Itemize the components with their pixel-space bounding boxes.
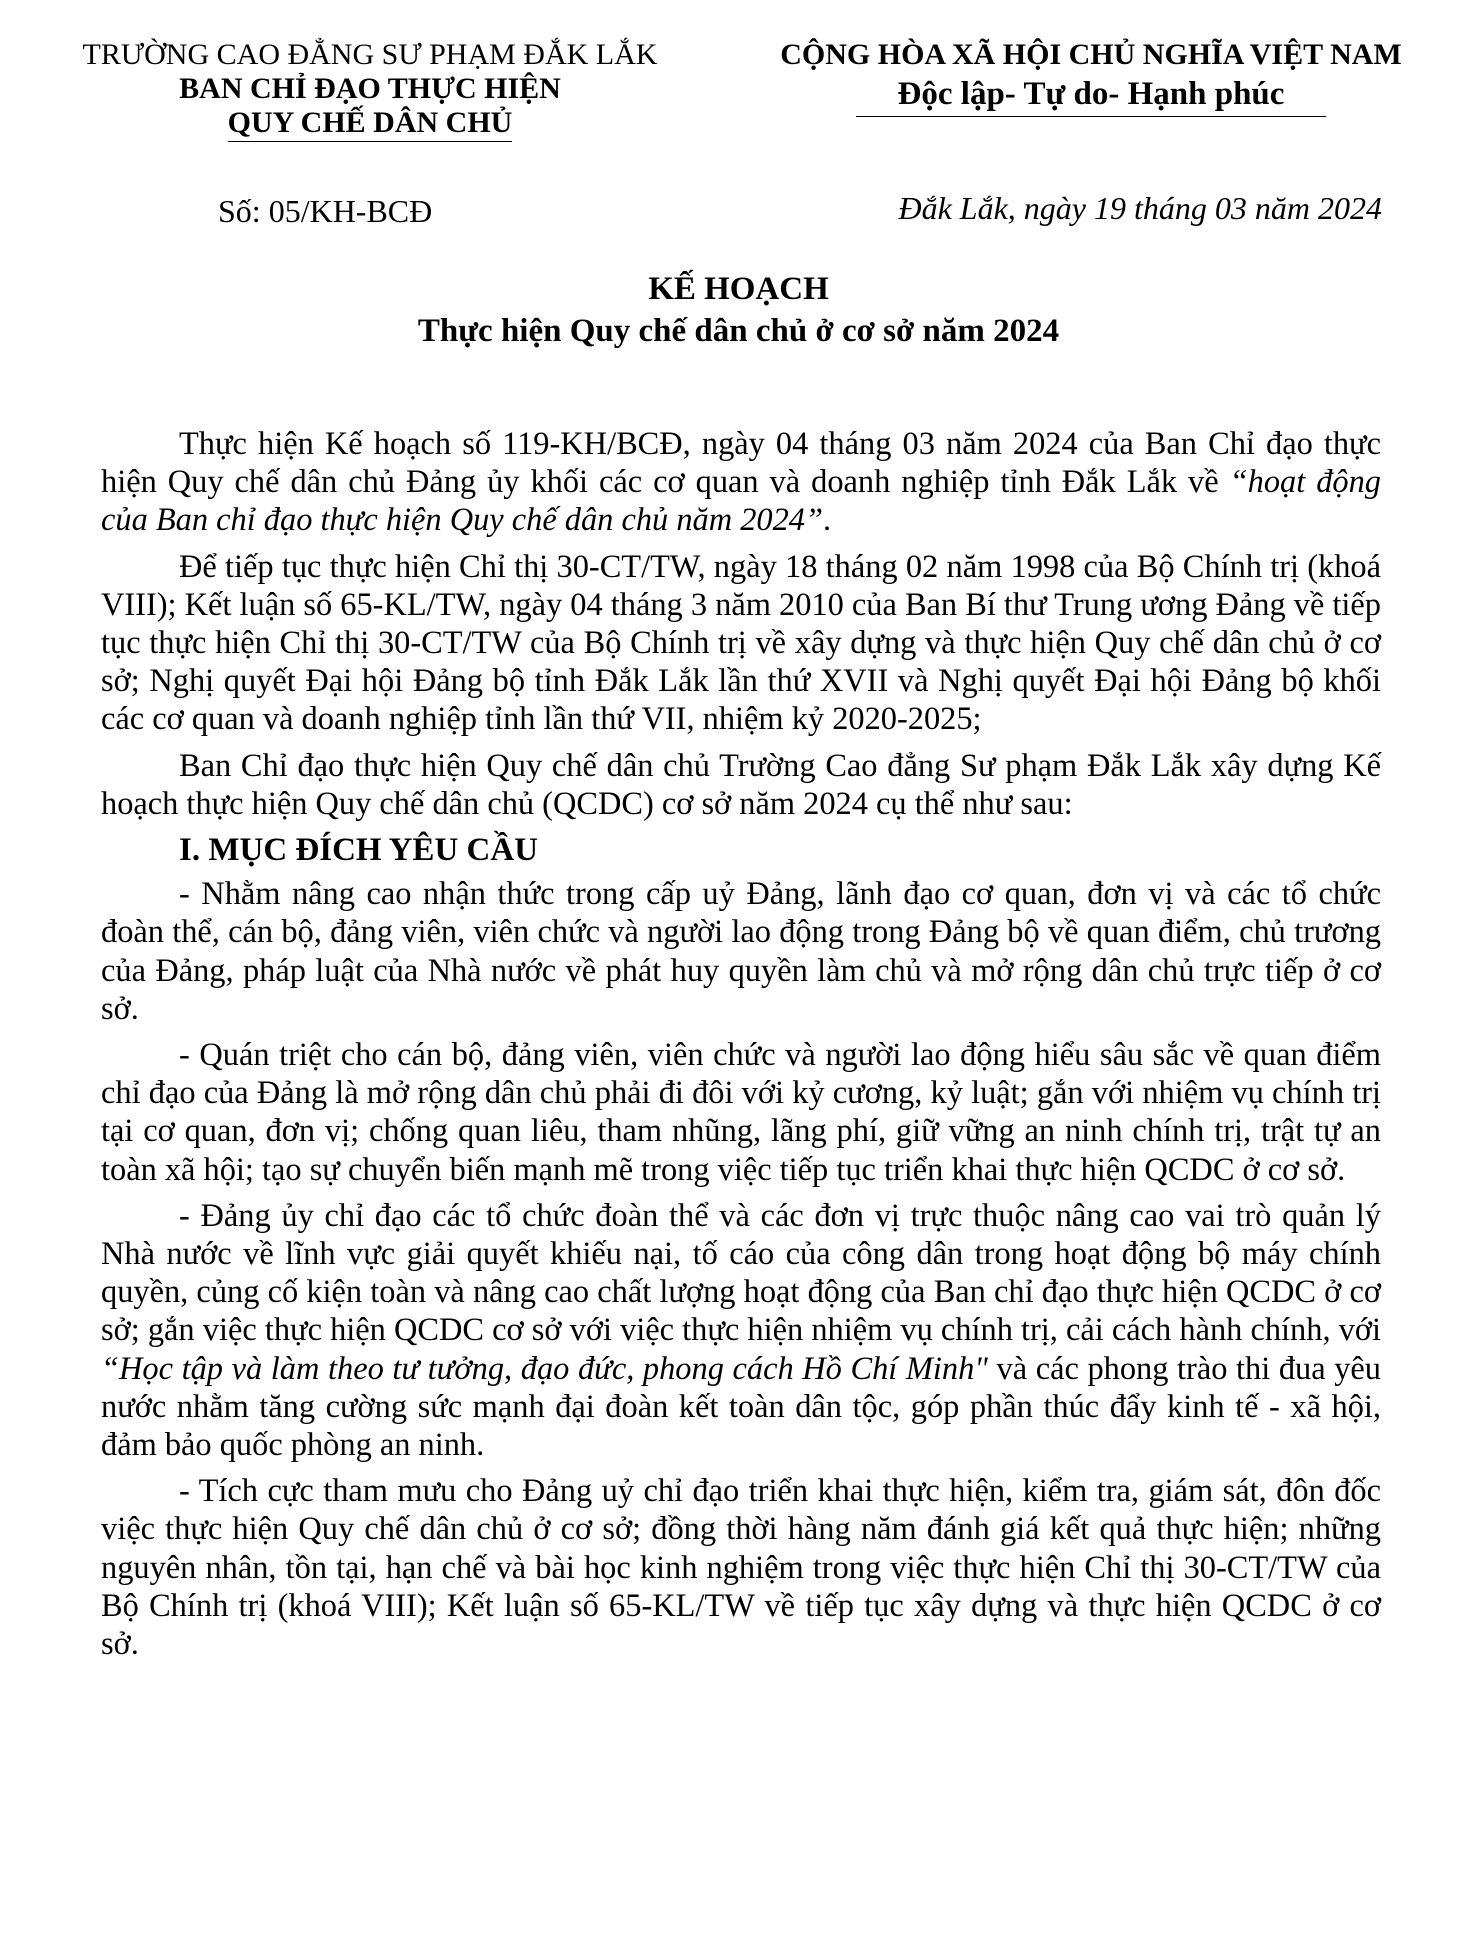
paragraph-intro-1 (101, 425, 1381, 540)
agency-name-line2: QUY CHẾ DÂN CHỦ (228, 106, 513, 142)
list-item: - Quán triệt cho cán bộ, đảng viên, viên chức và người lao động hiểu sâu sắc về quan điểm chỉ đạo của Đảng là mở rộng dân chủ phải đi đôi với kỷ cương, kỷ luật; gắn với nhiệm vụ chính trị tại cơ quan, đơn vị; chống quan liêu, tham nhũng, lãng phí, giữ vững an ninh chính trị, trật tự an toàn xã hội; tạo sự chuyển biến mạnh mẽ trong việc tiếp tục triển khai thực hiện QCDC ở cơ sở. (101, 1037, 1381, 1188)
paragraph-text: . (823, 502, 832, 539)
document-body (101, 425, 1381, 1671)
list-item (101, 1197, 1381, 1464)
national-motto-block (746, 38, 1436, 117)
motto-underline (856, 116, 1326, 117)
document-title: KẾ HOẠCH (648, 271, 829, 307)
quoted-title: “hoạt động của Ban chỉ đạo thực hiện Quy chế dân chủ năm 2024” (101, 464, 1381, 539)
paragraph-text: Thực hiện Kế hoạch số 119-KH/BCĐ, ngày 04 tháng 03 năm 2024 của Ban Chỉ đạo thực hiện Quy chế dân chủ Đảng ủy khối các cơ quan và doanh nghiệp tỉnh Đắk Lắk về (101, 426, 1381, 501)
document-subtitle: Thực hiện Quy chế dân chủ ở cơ sở năm 2024 (417, 313, 1060, 349)
document-number: Số: 05/KH-BCĐ (218, 193, 433, 229)
section-heading-1: I. MỤC ĐÍCH YÊU CẦU (179, 832, 539, 869)
paragraph-intro-2: Để tiếp tục thực hiện Chỉ thị 30-CT/TW, ngày 18 tháng 02 năm 1998 của Bộ Chính trị (khoá VIII); Kết luận số 65-KL/TW, ngày 04 tháng 3 năm 2010 của Ban Bí thư Trung ương Đảng về tiếp tục thực hiện Chỉ thị 30-CT/TW của Bộ Chính trị về xây dựng và thực hiện Quy chế dân chủ ở cơ sở; Nghị quyết Đại hội Đảng bộ tỉnh Đắk Lắk lần thứ XVII và Nghị quyết Đại hội Đảng bộ khối các cơ quan và doanh nghiệp tỉnh lần thứ VII, nhiệm kỷ 2020-2025; (101, 548, 1381, 738)
country-name: CỘNG HÒA XÃ HỘI CHỦ NGHĨA VIỆT NAM (780, 38, 1402, 71)
paragraph-text: - Đảng ủy chỉ đạo các tổ chức đoàn thể và các đơn vị trực thuộc nâng cao vai trò quản lý Nhà nước về lĩnh vực giải quyết khiếu nại, tố cáo của công dân trong hoạt động bộ máy chính quyền, củng cố kiện toàn và nâng cao chất lượng hoạt động của Ban chỉ đạo thực hiện QCDC ở cơ sở; gắn việc thực hiện QCDC cơ sở với việc thực hiện nhiệm vụ chính trị, cải cách hành chính, với (101, 1197, 1381, 1349)
issuing-agency-block (30, 38, 710, 142)
paragraph-intro-3: Ban Chỉ đạo thực hiện Quy chế dân chủ Trường Cao đẳng Sư phạm Đắk Lắk xây dựng Kế hoạch thực hiện Quy chế dân chủ (QCDC) cơ sở năm 2024 cụ thể như sau: (101, 747, 1381, 822)
national-motto: Độc lập- Tự do- Hạnh phúc (897, 76, 1285, 112)
paragraph-text: và các phong trào thi đua yêu nước nhằm tăng cường sức mạnh đại đoàn kết toàn dân tộc, góp phần thúc đẩy kinh tế - xã hội, đảm bảo quốc phòng an ninh. (101, 1350, 1381, 1464)
quoted-campaign: “Học tập và làm theo tư tưởng, đạo đức, phong cách Hồ Chí Minh" (101, 1350, 988, 1387)
document-title-block (0, 268, 1477, 352)
list-item: - Nhằm nâng cao nhận thức trong cấp uỷ Đảng, lãnh đạo cơ quan, đơn vị và các tổ chức đoàn thể, cán bộ, đảng viên, viên chức và người lao động trong Đảng bộ về quan điểm, chủ trương của Đảng, pháp luật của Nhà nước về phát huy quyền làm chủ và mở rộng dân chủ trực tiếp ở cơ sở. (101, 876, 1381, 1027)
agency-parent-name: TRƯỜNG CAO ĐẲNG SƯ PHẠM ĐẮK LẮK (82, 38, 658, 71)
agency-name-line1: BAN CHỈ ĐẠO THỰC HIỆN (179, 72, 561, 105)
list-item: - Tích cực tham mưu cho Đảng uỷ chỉ đạo triển khai thực hiện, kiểm tra, giám sát, đôn đốc việc thực hiện Quy chế dân chủ ở cơ sở; đồng thời hàng năm đánh giá kết quả thực hiện; những nguyên nhân, tồn tại, hạn chế và bài học kinh nghiệm trong việc thực hiện Chỉ thị 30-CT/TW của Bộ Chính trị (khoá VIII); Kết luận số 65-KL/TW về tiếp tục xây dựng và thực hiện QCDC ở cơ sở. (101, 1473, 1381, 1663)
place-and-date: Đắk Lắk, ngày 19 tháng 03 năm 2024 (898, 190, 1382, 226)
